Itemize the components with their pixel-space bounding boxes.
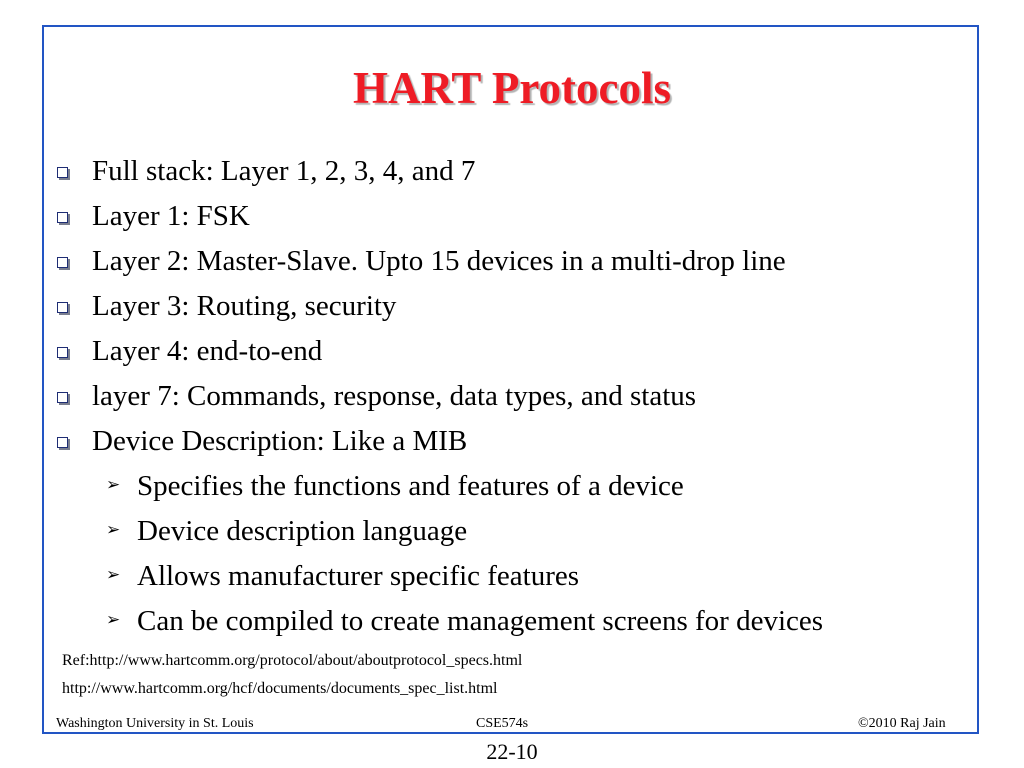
reference-link-2[interactable]: http://www.hartcomm.org/hcf/documents/documents_spec_list.html: [62, 680, 498, 697]
bullet-item: layer 7: Commands, response, data types, and status: [54, 373, 974, 418]
square-bullet-icon: [57, 167, 68, 178]
arrow-bullet-icon: ➢: [106, 520, 121, 540]
sub-bullet-item: ➢ Specifies the functions and features of a device: [106, 469, 684, 502]
square-bullet-icon: [57, 302, 68, 313]
footer-course: CSE574s: [476, 716, 529, 731]
bullet-item: Full stack: Layer 1, 2, 3, 4, and 7: [54, 148, 974, 193]
square-bullet-icon: [57, 347, 68, 358]
arrow-bullet-icon: ➢: [106, 610, 121, 630]
bullet-list: [54, 148, 974, 643]
bullet-item: Device Description: Like a MIB: [54, 418, 974, 463]
slide-title: HART Protocols: [353, 63, 671, 113]
arrow-bullet-icon: ➢: [106, 475, 121, 495]
sub-bullet-item: ➢ Allows manufacturer specific features: [106, 559, 580, 592]
arrow-bullet-icon: ➢: [106, 565, 121, 585]
sub-bullet-item: ➢ Can be compiled to create management screens for devices: [106, 604, 824, 637]
square-bullet-icon: [57, 257, 68, 268]
bullet-item: Layer 2: Master-Slave. Upto 15 devices in a multi-drop line: [54, 238, 974, 283]
bullet-item: Layer 3: Routing, security: [54, 283, 974, 328]
reference-link-1[interactable]: Ref:http://www.hartcomm.org/protocol/about/aboutprotocol_specs.html: [62, 652, 523, 669]
page-number: 22-10: [486, 739, 538, 764]
bullet-item: Layer 4: end-to-end: [54, 328, 974, 373]
square-bullet-icon: [57, 212, 68, 223]
sub-bullet-item: ➢ Device description language: [106, 514, 468, 547]
square-bullet-icon: [57, 392, 68, 403]
square-bullet-icon: [57, 437, 68, 448]
footer-institution: Washington University in St. Louis: [56, 716, 254, 731]
footer-copyright: ©2010 Raj Jain: [858, 716, 946, 731]
bullet-item: Layer 1: FSK: [54, 193, 974, 238]
